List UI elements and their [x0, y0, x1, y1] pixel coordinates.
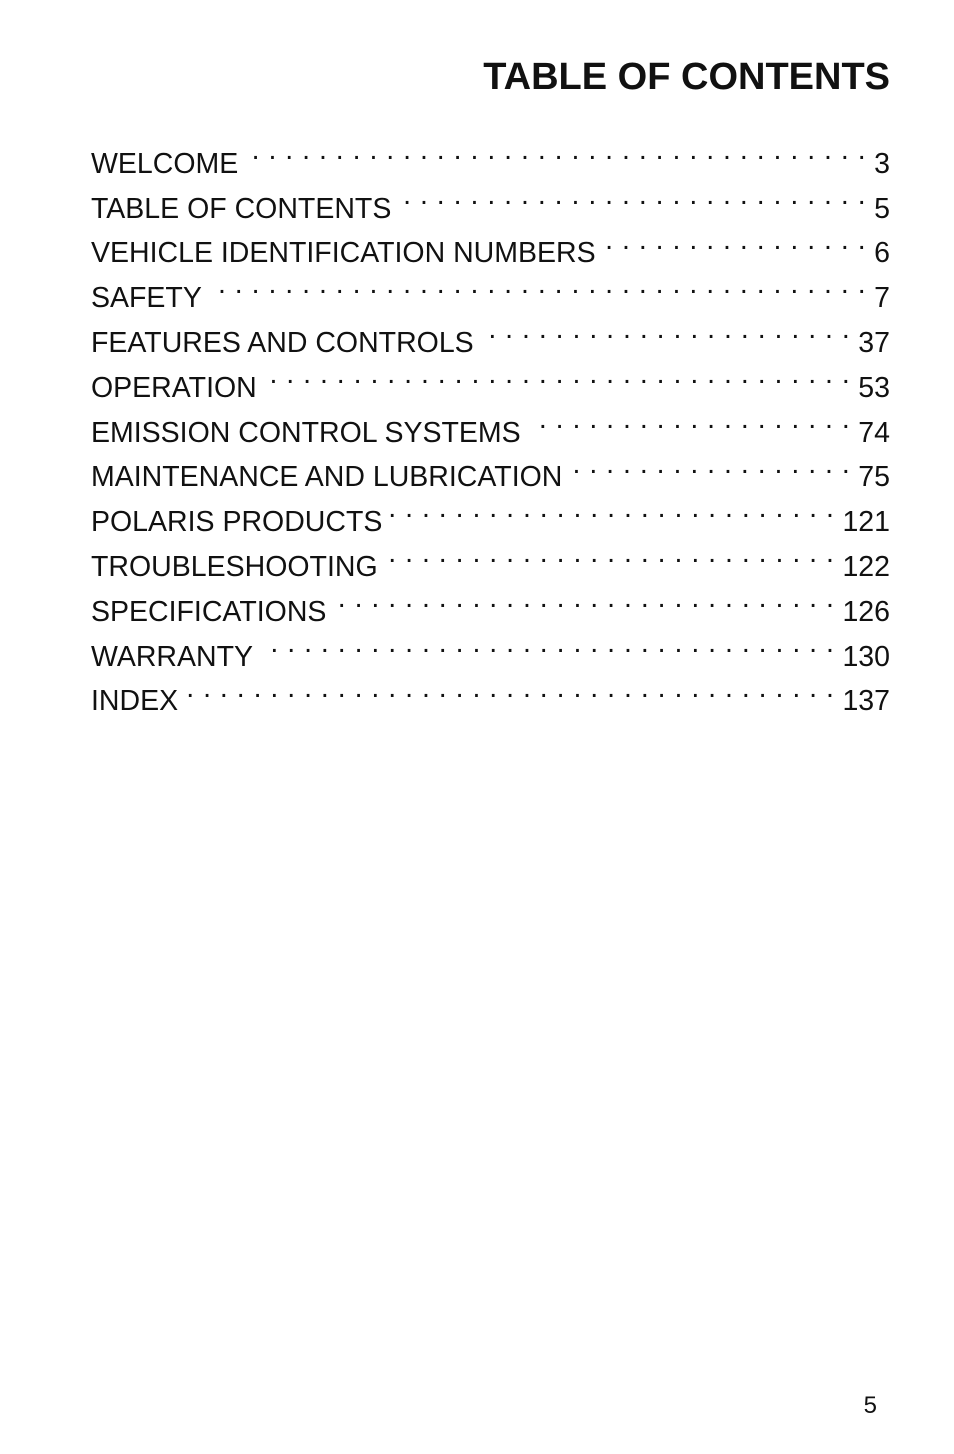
toc-entry-label: SAFETY — [91, 282, 202, 315]
toc-entry-label: TABLE OF CONTENTS — [91, 192, 392, 225]
toc-entry-label: INDEX — [91, 685, 179, 718]
toc-entry-label: FEATURES AND CONTROLS — [91, 326, 474, 359]
dot-leader — [390, 486, 834, 531]
toc-entry-label: SPECIFICATIONS — [91, 595, 327, 628]
page-number: 5 — [863, 1392, 877, 1419]
toc-entry-label: VEHICLE IDENTIFICATION NUMBERS — [91, 237, 596, 270]
dot-leader — [246, 128, 866, 173]
toc-entry-label: WELCOME — [91, 147, 239, 180]
dot-leader — [570, 442, 850, 487]
dot-leader — [399, 173, 866, 218]
table-of-contents — [91, 128, 890, 718]
toc-entry[interactable] — [91, 666, 890, 718]
toc-entry-page: 126 — [842, 595, 890, 628]
toc-entry-label: TROUBLESHOOTING — [91, 550, 378, 583]
toc-entry-page: 6 — [874, 237, 890, 270]
toc-entry-page: 122 — [842, 550, 890, 583]
dot-leader — [265, 352, 851, 397]
dot-leader — [186, 666, 834, 711]
toc-entry[interactable] — [91, 262, 890, 315]
toc-entry-page: 53 — [858, 371, 890, 404]
toc-entry-page: 3 — [874, 147, 890, 180]
toc-entry-page: 130 — [842, 640, 890, 673]
toc-entry-label: OPERATION — [91, 371, 257, 404]
dot-leader — [210, 262, 866, 307]
dot-leader — [529, 397, 851, 442]
page-title: TABLE OF CONTENTS — [483, 56, 890, 98]
dot-leader — [386, 531, 835, 576]
toc-entry-label: WARRANTY — [91, 640, 254, 673]
dot-leader — [261, 621, 834, 666]
toc-entry-page: 74 — [858, 416, 890, 449]
toc-entry-page: 75 — [858, 461, 890, 494]
toc-entry[interactable] — [91, 128, 890, 180]
dot-leader — [604, 218, 867, 263]
dot-leader — [482, 307, 851, 352]
toc-entry-page: 137 — [842, 685, 890, 718]
toc-entry-label: POLARIS PRODUCTS — [91, 506, 383, 539]
toc-entry-label: MAINTENANCE AND LUBRICATION — [91, 461, 563, 494]
toc-entry-page: 121 — [842, 506, 890, 539]
toc-entry-page: 5 — [874, 192, 890, 225]
toc-entry[interactable] — [91, 307, 890, 359]
toc-entry-page: 37 — [858, 326, 890, 359]
dot-leader — [334, 576, 834, 621]
toc-entry-page: 7 — [874, 282, 890, 315]
toc-entry-label: EMISSION CONTROL SYSTEMS — [91, 416, 521, 449]
